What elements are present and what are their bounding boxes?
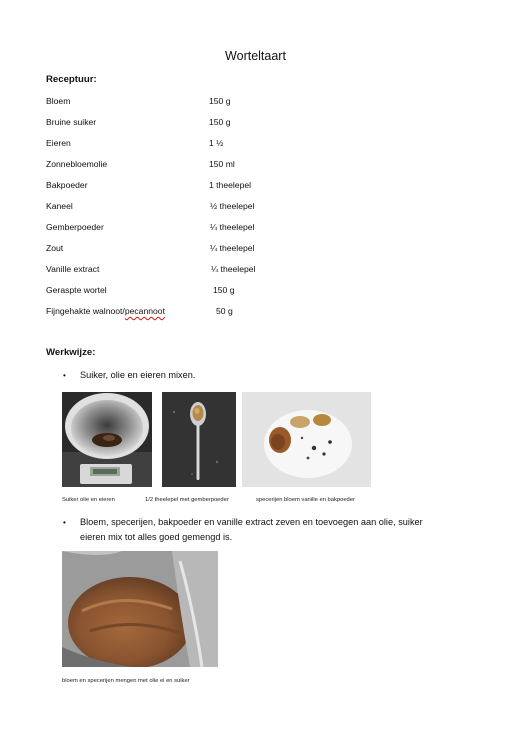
photo-caption: 1/2 theelepel met gemberpoeder xyxy=(145,497,229,503)
ingredient-row xyxy=(46,159,306,171)
step-line: Bloem, specerijen, bakpoeder en vanille extract zeven en toevoegen aan olie, suiker xyxy=(80,517,423,527)
step-line: Suiker, olie en eieren mixen. xyxy=(80,370,196,380)
photo-caption: Suiker olie en eieren xyxy=(62,497,115,503)
ingredient-name-part: Fijngehakte walnoot/ xyxy=(46,306,125,316)
ingredient-row xyxy=(46,138,306,150)
photo-mixing-bowl xyxy=(62,392,152,487)
ingredient-row xyxy=(46,285,306,297)
flour-spices-image xyxy=(242,392,371,487)
page-title: Worteltaart xyxy=(225,49,286,63)
ingredient-name: Bloem xyxy=(46,96,71,106)
ingredient-name: Zout xyxy=(46,243,64,253)
ingredient-qty: ¼ theelepel xyxy=(211,264,256,274)
ingredient-row xyxy=(46,264,306,276)
ingredient-qty: ½ theelepel xyxy=(210,201,255,211)
photo-batter xyxy=(62,551,218,667)
ingredient-qty: 150 g xyxy=(209,96,231,106)
ingredient-qty: 150 g xyxy=(209,117,231,127)
photo-flour-spices xyxy=(242,392,371,487)
ingredient-row xyxy=(46,96,306,108)
ingredient-row xyxy=(46,222,306,234)
ingredient-qty: ¼ theelepel xyxy=(210,243,255,253)
ingredient-qty: 1 ½ xyxy=(209,138,224,148)
ingredient-name: Vanille extract xyxy=(46,264,100,274)
ingredient-qty: ¼ theelepel xyxy=(210,222,255,232)
ingredient-row xyxy=(46,243,306,255)
ingredient-qty: 1 theelepel xyxy=(209,180,252,190)
step-line: eieren mix tot alles goed gemengd is. xyxy=(80,532,233,542)
ingredient-name: Geraspte wortel xyxy=(46,285,107,295)
mixing-bowl-image xyxy=(62,392,152,487)
ingredient-name: Kaneel xyxy=(46,201,73,211)
ingredient-qty: 50 g xyxy=(216,306,233,316)
ingredient-name: Zonnebloemolie xyxy=(46,159,108,169)
photo-caption: bloem en specerijen mengen met olie ei en suiker xyxy=(62,678,190,684)
ingredient-name: Bakpoeder xyxy=(46,180,88,190)
ingredient-name: Eieren xyxy=(46,138,71,148)
photo-spoon xyxy=(162,392,236,487)
ingredient-qty: 150 ml xyxy=(209,159,235,169)
ingredient-name: Bruine suiker xyxy=(46,117,97,127)
ingredient-row xyxy=(46,117,306,129)
ingredient-name xyxy=(46,306,165,316)
bullet: • xyxy=(63,518,66,527)
step-text xyxy=(80,515,423,545)
ingredient-name: Gemberpoeder xyxy=(46,222,104,232)
photo-caption: specerijen bloem vanille en bakpoeder xyxy=(256,497,355,503)
spellcheck-marked-word: pecannoot xyxy=(124,306,165,316)
ingredient-qty: 150 g xyxy=(213,285,235,295)
batter-image xyxy=(62,551,218,667)
werkwijze-heading: Werkwijze: xyxy=(46,347,96,358)
bullet: • xyxy=(63,371,66,380)
receptuur-heading: Receptuur: xyxy=(46,74,97,85)
spoon-image xyxy=(162,392,236,487)
ingredient-row xyxy=(46,306,306,318)
step-text xyxy=(80,368,195,383)
ingredient-row xyxy=(46,201,306,213)
ingredient-row xyxy=(46,180,306,192)
